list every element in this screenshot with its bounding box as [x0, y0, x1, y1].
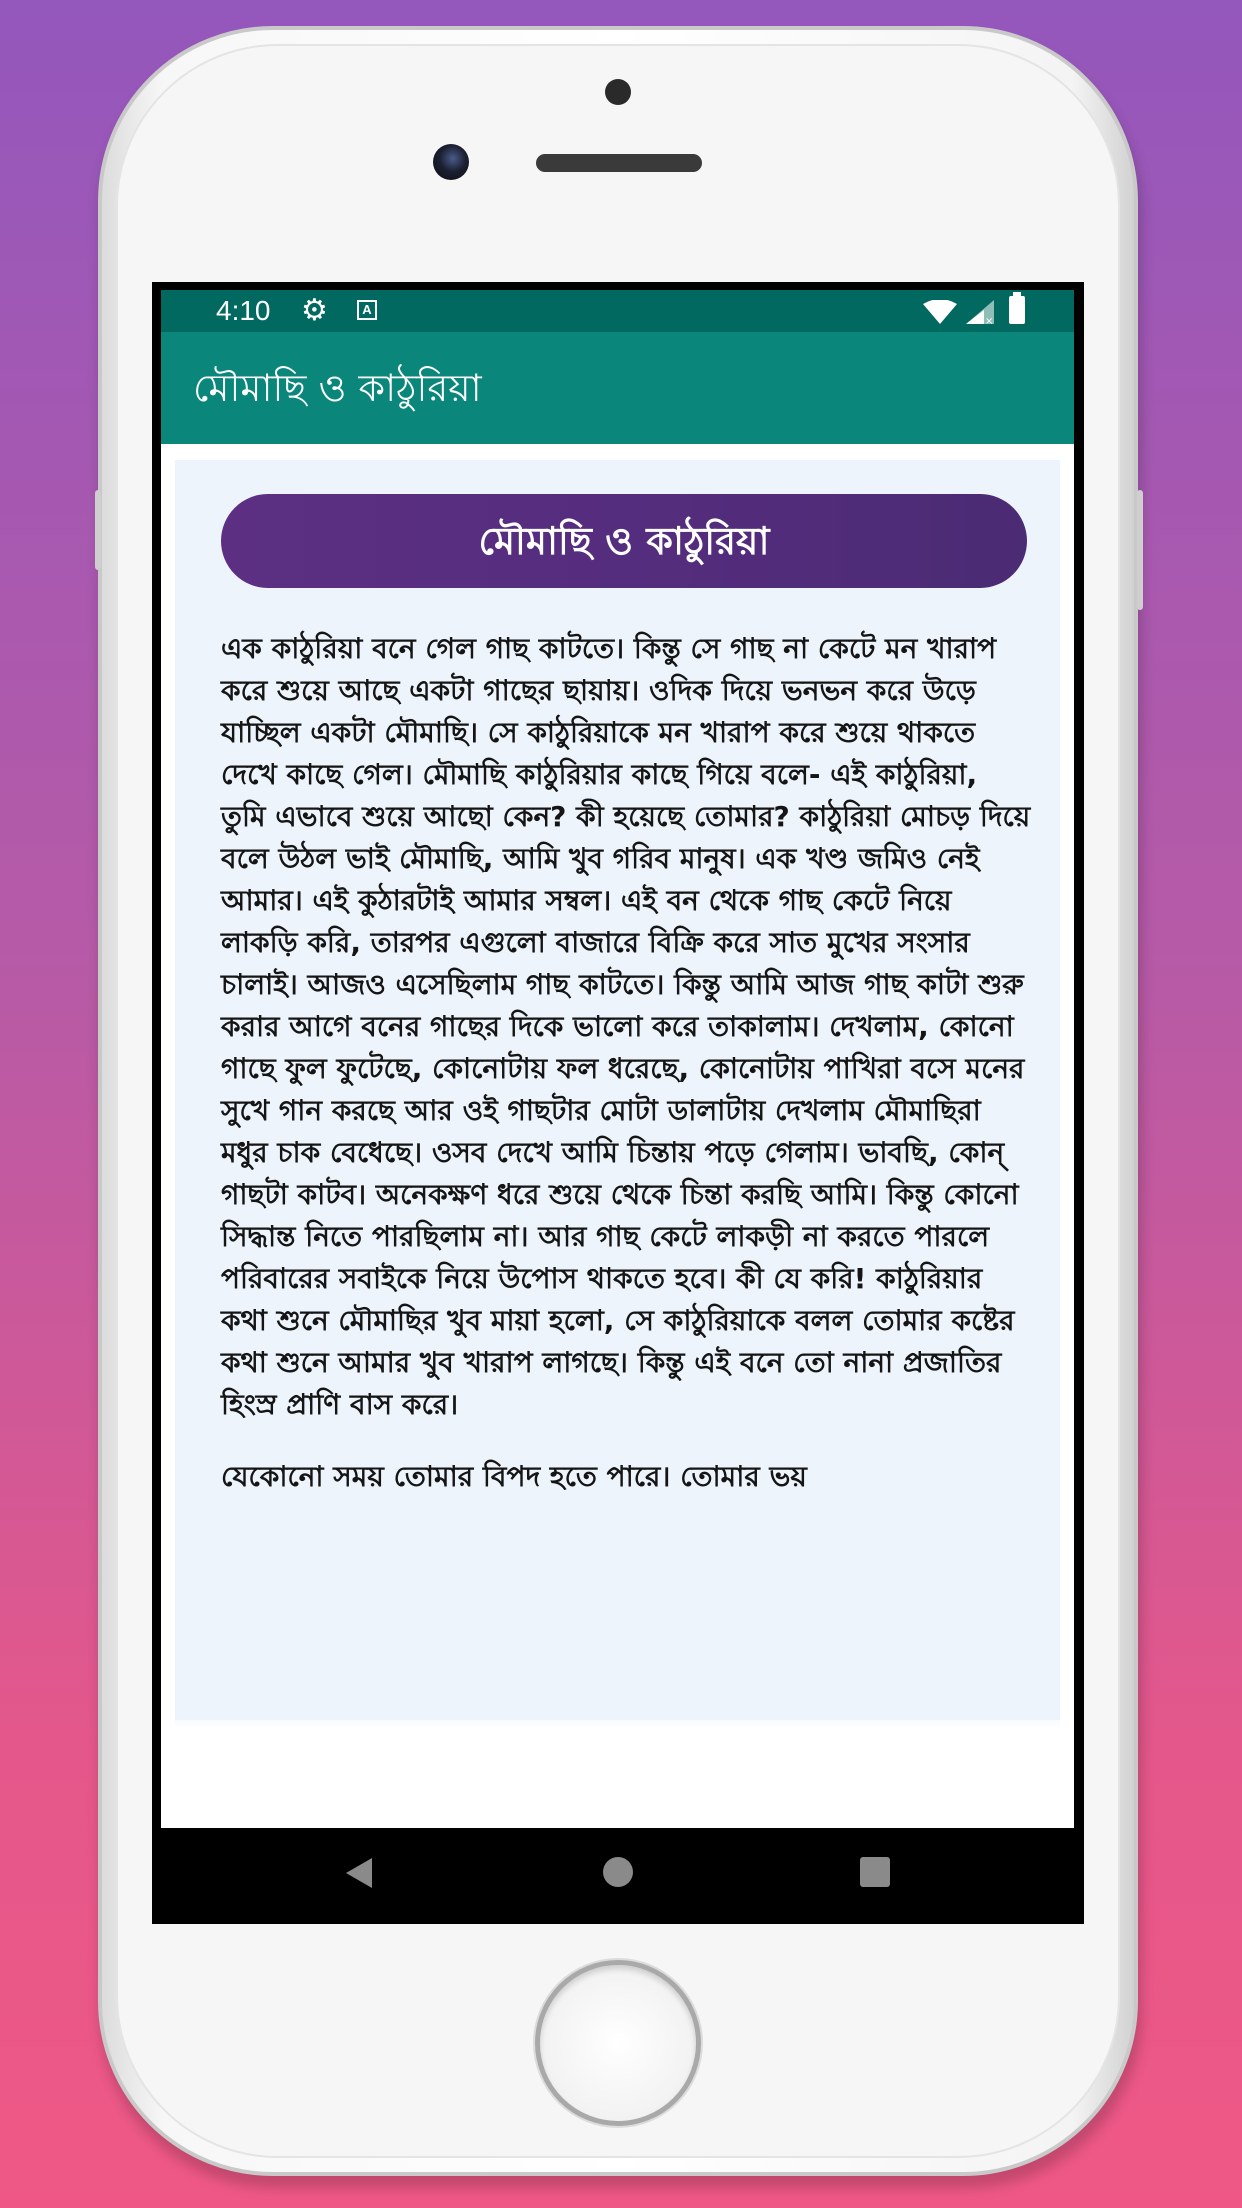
svg-text:×: × [985, 316, 994, 324]
phone-home-button[interactable] [535, 1960, 701, 2126]
status-bar [161, 290, 1074, 332]
app-title: মৌমাছি ও কাঠুরিয়া [193, 366, 482, 410]
phone-side-button-left [95, 490, 101, 570]
status-time: 4:10 [216, 295, 271, 326]
wifi-icon [923, 300, 957, 324]
signal-icon [966, 300, 994, 324]
app-screen [161, 290, 1074, 1914]
phone-sensor [605, 79, 631, 105]
story-heading: মৌমাছি ও কাঠুরিয়া [478, 519, 770, 563]
navigation-bar [161, 1828, 1074, 1914]
a-icon: A [357, 300, 377, 320]
story-card [175, 460, 1060, 1720]
app-bar [161, 332, 1074, 444]
scroll-edge-shade [175, 1710, 1060, 1728]
battery-icon [1009, 296, 1025, 324]
story-body[interactable] [221, 628, 1031, 1528]
gear-icon: ⚙ [301, 293, 328, 328]
phone-speaker [536, 154, 702, 172]
story-heading-pill [221, 494, 1027, 588]
story-paragraph: যেকোনো সময় তোমার বিপদ হতে পারে। তোমার ভয় [221, 1460, 807, 1493]
recents-icon[interactable] [860, 1857, 890, 1887]
home-icon[interactable] [603, 1857, 633, 1887]
back-icon[interactable] [346, 1858, 372, 1888]
story-paragraph: এক কাঠুরিয়া বনে গেল গাছ কাটতে। কিন্তু সে গাছ না কেটে মন খারাপ করে শুয়ে আছে একটা গাছের ছায়ায়। ওদিক দিয়ে ভনভন করে উড়ে যাচ্ছিল একটা মৌমাছি। সে কাঠুরিয়াকে মন খারাপ করে শুয়ে থাকতে দেখে কাছে গেল। মৌমাছি কাঠুরিয়ার কাছে গিয়ে বলে- এই কাঠুরিয়া, তুমি এভাবে শুয়ে আছো কেন? কী হয়েছে তোমার? কাঠুরিয়া মোচড় দিয়ে বলে উঠল ভাই মৌমাছি, আমি খুব গরিব মানুষ। এক খণ্ড জমিও নেই আমার। এই কুঠারটাই আমার সম্বল। এই বন থেকে গাছ কেটে নিয়ে লাকড়ি করি, তারপর এগুলো বাজারে বিক্রি করে সাত মুখের সংসার চালাই। আজও এসেছিলাম গাছ কাটতে। কিন্তু আমি আজ গাছ কাটা শুরু করার আগে বনের গাছের দিকে ভালো করে তাকালাম। দেখলাম, কোনো গাছে ফুল ফুটেছে, কোনোটায় ফল ধরেছে, কোনোটায় পাখিরা বসে মনের সুখে গান করছে আর ওই গাছটার মোটা ডালাটায় দেখলাম মৌমাছিরা মধুর চাক বেধেছে। ওসব দেখে আমি চিন্তায় পড়ে গেলাম। ভাবছি, কোন্ গাছটা কাটব। অনেকক্ষণ ধরে শুয়ে থেকে চিন্তা করছি আমি। কিন্তু কোনো সিদ্ধান্ত নিতে পারছিলাম না। আর গাছ কেটে লাকড়ী না করতে পারলে পরিবারের সবাইকে নিয়ে উপোস থাকতে হবে। কী যে করি! কাঠুরিয়ার কথা শুনে মৌমাছির খুব মায়া হলো, সে কাঠুরিয়াকে বলল তোমার কষ্টের কথা শুনে আমার খুব খারাপ লাগছে। কিন্তু এই বনে তো নানা প্রজাতির হিংস্র প্রাণি বাস করে। [221, 632, 1031, 1421]
phone-camera [433, 144, 469, 180]
phone-side-button-right [1137, 490, 1143, 610]
